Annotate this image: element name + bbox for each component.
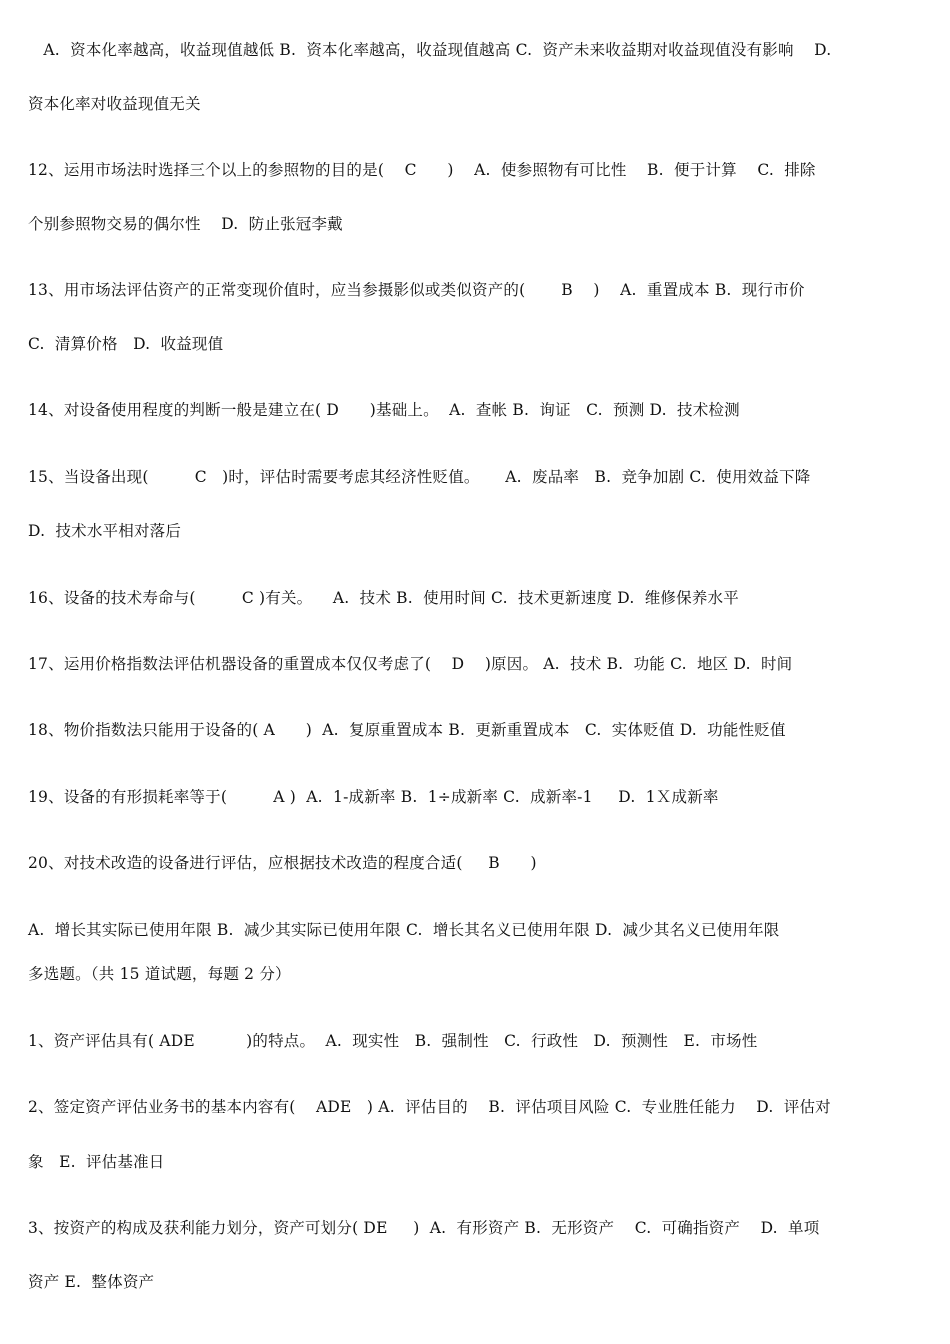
question-12-cont: 个别参照物交易的偶尔性 D. 防止张冠李戴 xyxy=(28,215,343,233)
question-16: 16、设备的技术寿命与( C )有关。 A. 技术 B. 使用时间 C. 技术更新速度 D. 维修保养水平 xyxy=(28,589,739,607)
question-20: 20、对技术改造的设备进行评估，应根据技术改造的程度合适( B ) xyxy=(28,854,537,872)
mc-question-1: 1、资产评估具有( ADE )的特点。 A. 现实性 B. 强制性 C. 行政性 D. 预测性 E. 市场性 xyxy=(28,1032,758,1050)
mc-question-3: 3、按资产的构成及获利能力划分，资产可划分( DE ) A. 有形资产 B. 无形资产 C. 可确指资产 D. 单项 xyxy=(28,1219,820,1237)
question-20-options: A. 增长其实际已使用年限 B. 减少其实际已使用年限 C. 增长其名义已使用年限 D. 减少其名义已使用年限 xyxy=(28,921,780,939)
question-14: 14、对设备使用程度的判断一般是建立在( D )基础上。 A. 查帐 B. 询证 C. 预测 D. 技术检测 xyxy=(28,401,740,419)
question-13-cont: C. 清算价格 D. 收益现值 xyxy=(28,335,224,353)
mc-question-2-cont: 象 E. 评估基准日 xyxy=(28,1153,165,1171)
question-15-cont: D. 技术水平相对落后 xyxy=(28,522,182,540)
question-19: 19、设备的有形损耗率等于( A ) A. 1-成新率 B. 1÷成新率 C. 成新率-1 D. 1Ｘ成新率 xyxy=(28,788,719,806)
text-line-11-options-cont: 资本化率对收益现值无关 xyxy=(28,95,201,113)
question-15: 15、当设备出现( C )时，评估时需要考虑其经济性贬值。 A. 废品率 B. 竞争加剧 C. 使用效益下降 xyxy=(28,468,811,486)
section-heading-multiple-choice: 多选题。（共 15 道试题，每题 2 分） xyxy=(28,965,291,983)
question-12: 12、运用市场法时选择三个以上的参照物的目的是( C ) A. 使参照物有可比性 B. 便于计算 C. 排除 xyxy=(28,161,816,179)
question-13: 13、用市场法评估资产的正常变现价值时，应当参摄影似或类似资产的( B ) A. 重置成本 B. 现行市价 xyxy=(28,281,805,299)
question-18: 18、物价指数法只能用于设备的( A ) A. 复原重置成本 B. 更新重置成本 C. 实体贬值 D. 功能性贬值 xyxy=(28,721,786,739)
text-line-11-options: A. 资本化率越高，收益现值越低 B. 资本化率越高，收益现值越高 C. 资产未来收益期对收益现值没有影响 D. xyxy=(28,41,832,59)
question-17: 17、运用价格指数法评估机器设备的重置成本仅仅考虑了( D )原因。 A. 技术 B. 功能 C. 地区 D. 时间 xyxy=(28,655,793,673)
mc-question-2: 2、签定资产评估业务书的基本内容有( ADE ) A. 评估目的 B. 评估项目风险 C. 专业胜任能力 D. 评估对 xyxy=(28,1098,831,1116)
mc-question-3-cont: 资产 E. 整体资产 xyxy=(28,1273,155,1291)
